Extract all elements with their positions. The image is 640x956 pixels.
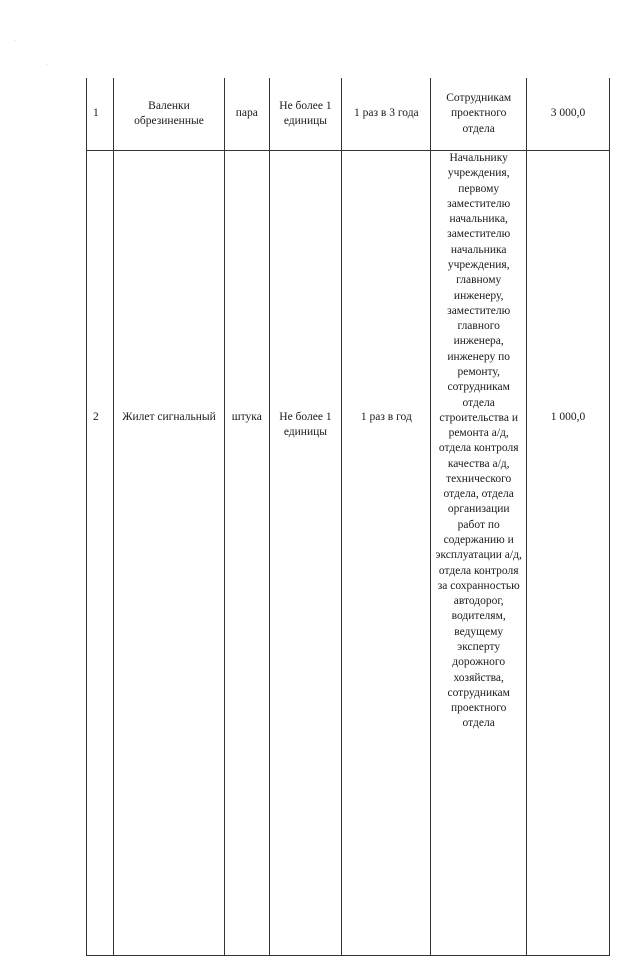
row-number: 2 <box>87 151 114 956</box>
scan-mark: · <box>46 62 48 68</box>
price: 3 000,0 <box>526 78 609 151</box>
table-row <box>87 78 610 151</box>
scan-mark: · <box>14 38 16 44</box>
recipients: Начальнику учреждения, первому заместителю начальника, заместителю начальника учреждения, главному инженеру, заместителю главного инженера, инженеру по ремонту, сотрудникам отдела строительства и ремонта а/д, отдела контроля качества а/д, технического отдела, отдела организации работ по содержанию и эксплуатации а/д, отдела контроля за сохранностью автодорог, водителям, ведущему эксперту дорожного хозяйства, сотрудникам проектного отдела <box>431 151 526 956</box>
unit-of-measure: штука <box>225 151 270 956</box>
issue-term: 1 раз в год <box>342 151 431 956</box>
item-name: Жилет сигнальный <box>113 151 224 956</box>
table-row <box>87 151 610 956</box>
item-name: Валенки обрезиненные <box>113 78 224 151</box>
price: 1 000,0 <box>526 151 609 956</box>
allowance-table <box>86 78 610 956</box>
unit-of-measure: пара <box>225 78 270 151</box>
row-number: 1 <box>87 78 114 151</box>
recipients: Сотрудникам проектного отдела <box>431 78 526 151</box>
quantity-norm: Не более 1 единицы <box>269 78 342 151</box>
issue-term: 1 раз в 3 года <box>342 78 431 151</box>
quantity-norm: Не более 1 единицы <box>269 151 342 956</box>
